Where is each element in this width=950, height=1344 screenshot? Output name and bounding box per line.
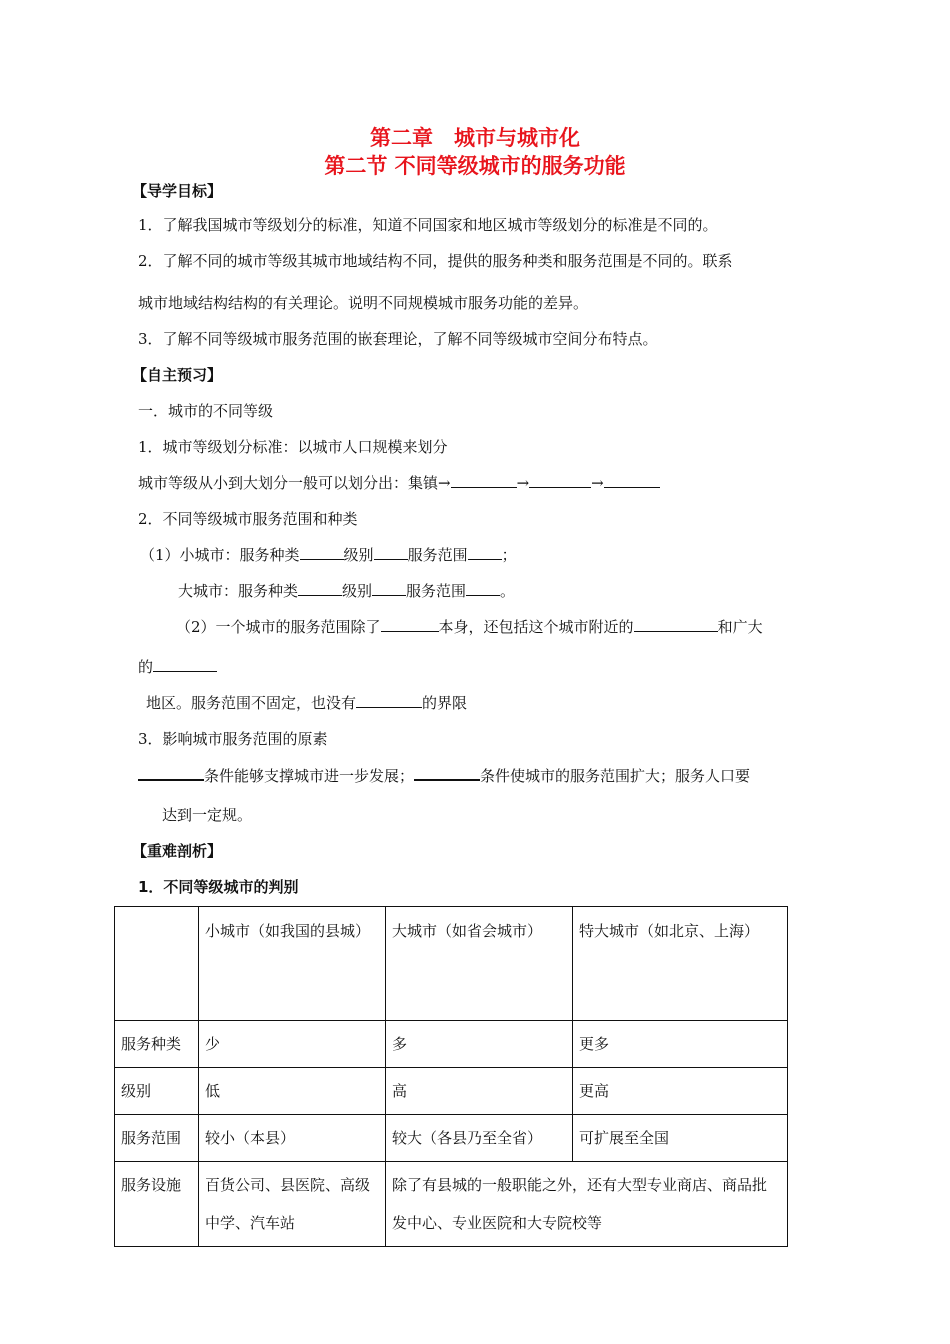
blank-small-range[interactable]	[468, 544, 502, 560]
small-city-kinds-label: （1）小城市：服务种类	[140, 546, 300, 564]
blank-factor-2[interactable]	[414, 764, 480, 781]
row-label: 级别	[115, 1068, 199, 1115]
row-label: 服务范围	[115, 1115, 199, 1162]
blank-factor-1[interactable]	[138, 764, 204, 781]
large-city-kinds-label: 大城市：服务种类	[178, 582, 299, 600]
sequence-prefix: 城市等级从小到大划分一般可以划分出：集镇→	[138, 474, 451, 492]
analysis-heading: 1．不同等级城市的判别	[138, 878, 299, 896]
table-cell: 较小（本县）	[199, 1115, 386, 1162]
blank-range-3[interactable]	[153, 656, 217, 672]
goal-1: 1．了解我国城市等级划分的标准，知道不同国家和地区城市等级划分的标准是不同的。	[138, 216, 718, 234]
header-cell-large-city: 大城市（如省会城市）	[386, 907, 573, 1021]
row-label: 服务设施	[115, 1162, 199, 1247]
factor-text-2: 条件使城市的服务范围扩大；服务人口要	[480, 767, 751, 785]
goal-3: 3．了解不同等级城市服务范围的嵌套理论，了解不同等级城市空间分布特点。	[138, 330, 658, 348]
blank-large-range[interactable]	[466, 580, 500, 596]
large-city-line	[178, 580, 515, 601]
small-city-level-label: 级别	[343, 546, 374, 564]
service-range-text-4: 的	[138, 658, 154, 676]
blank-range-1[interactable]	[381, 616, 439, 632]
blank-2[interactable]	[529, 472, 591, 488]
factors-line	[138, 764, 750, 786]
preview-item-3: 2．不同等级城市服务范围和种类	[138, 510, 358, 528]
blank-small-level[interactable]	[374, 544, 408, 560]
heading-goals: 【导学目标】	[132, 182, 223, 200]
service-range-text-2: 本身，还包括这个城市附近的	[438, 618, 634, 636]
table-row	[115, 1021, 788, 1068]
arrow-2: →	[591, 474, 604, 492]
factor-text-1: 条件能够支撑城市进一步发展；	[204, 767, 415, 785]
table-cell: 更高	[573, 1068, 788, 1115]
blank-range-2[interactable]	[634, 616, 718, 632]
header-cell-mega-city: 特大城市（如北京、上海）	[573, 907, 788, 1021]
heading-analysis: 【重难剖析】	[132, 842, 223, 860]
header-cell-small-city: 小城市（如我国的县城）	[199, 907, 386, 1021]
preview-item-1: 一．城市的不同等级	[138, 402, 274, 420]
city-comparison-table	[114, 906, 788, 1247]
blank-1[interactable]	[451, 472, 517, 488]
city-level-sequence	[138, 472, 660, 493]
factors-line-2: 达到一定规。	[162, 806, 253, 824]
service-range-text-6: 的界限	[422, 694, 468, 712]
section-title: 第二节 不同等级城市的服务功能	[324, 154, 626, 178]
table-cell: 多	[386, 1021, 573, 1068]
large-city-end: 。	[500, 582, 516, 600]
heading-preview: 【自主预习】	[132, 366, 223, 384]
small-city-range-label: 服务范围	[407, 546, 468, 564]
table-header-row	[115, 907, 788, 1021]
small-city-end: ；	[501, 546, 517, 564]
table-cell-merged: 除了有县城的一般职能之外，还有大型专业商店、商品批发中心、专业医院和大专院校等	[386, 1162, 788, 1247]
table-row	[115, 1068, 788, 1115]
service-range-line-2	[138, 656, 217, 677]
preview-item-4: 3．影响城市服务范围的原素	[138, 730, 328, 748]
table-cell: 较大（各县乃至全省）	[386, 1115, 573, 1162]
table-cell: 百货公司、县医院、高级中学、汽车站	[199, 1162, 386, 1247]
chapter-title: 第二章 城市与城市化	[370, 126, 580, 150]
table-cell: 高	[386, 1068, 573, 1115]
large-city-range-label: 服务范围	[406, 582, 467, 600]
goal-2-line-2: 城市地域结构结构的有关理论。说明不同规模城市服务功能的差异。	[138, 294, 589, 312]
table-row	[115, 1162, 788, 1247]
table-cell: 可扩展至全国	[573, 1115, 788, 1162]
goal-2-line-1: 2．了解不同的城市等级其城市地域结构不同，提供的服务种类和服务范围是不同的。联系	[138, 252, 733, 270]
blank-range-4[interactable]	[356, 692, 422, 708]
table-cell: 更多	[573, 1021, 788, 1068]
blank-large-level[interactable]	[372, 580, 406, 596]
table-cell: 少	[199, 1021, 386, 1068]
blank-large-kinds[interactable]	[298, 580, 342, 596]
service-range-line	[176, 616, 763, 637]
service-range-text-1: （2）一个城市的服务范围除了	[176, 618, 381, 636]
large-city-level-label: 级别	[342, 582, 373, 600]
blank-3[interactable]	[604, 472, 660, 488]
service-range-line-3	[146, 692, 467, 713]
service-range-text-5: 地区。服务范围不固定，也没有	[146, 694, 357, 712]
service-range-text-3: 和广大	[717, 618, 763, 636]
small-city-line	[140, 544, 517, 565]
table-cell: 低	[199, 1068, 386, 1115]
header-cell-empty	[115, 907, 199, 1021]
arrow-1: →	[516, 474, 530, 492]
blank-small-kinds[interactable]	[300, 544, 344, 560]
preview-item-2: 1．城市等级划分标准：以城市人口规模来划分	[138, 438, 448, 456]
table-row	[115, 1115, 788, 1162]
row-label: 服务种类	[115, 1021, 199, 1068]
